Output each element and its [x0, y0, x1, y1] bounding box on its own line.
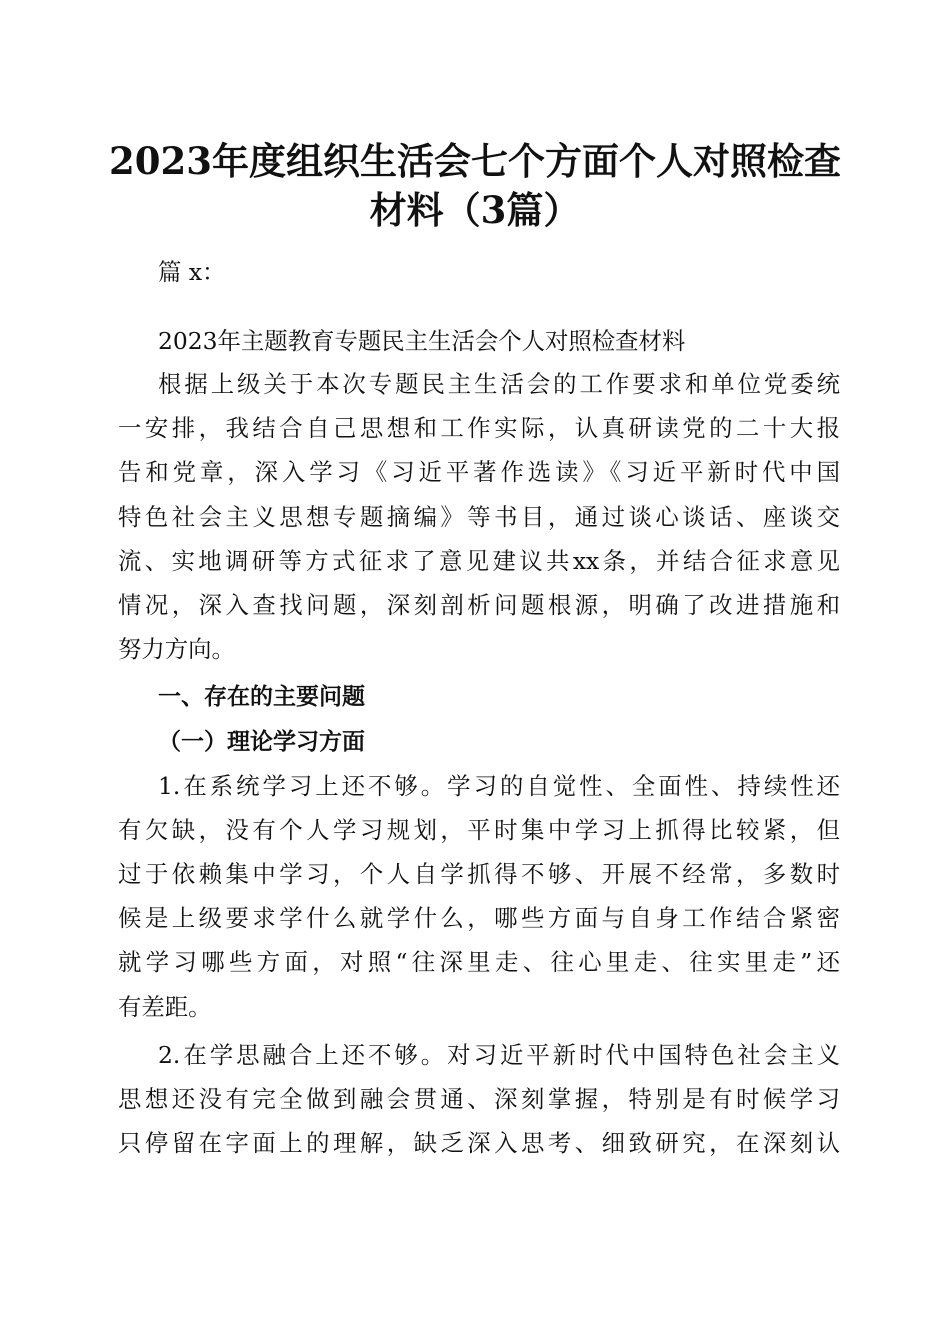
document-title-line-2: 材料（3篇） [369, 188, 581, 232]
subtitle: 2023年主题教育专题民主生活会个人对照检查材料 [158, 327, 686, 355]
intro-paragraph-line: 根据上级关于本次专题民主生活会的工作要求和单位党委统 [158, 370, 840, 398]
item-2-line: 思想还没有完全做到融会贯通、深刻掌握，特别是有时候学习 [118, 1085, 840, 1113]
section-heading: 一、存在的主要问题 [158, 684, 365, 710]
subsection-heading: （一）理论学习方面 [158, 728, 365, 755]
item-1-line: 1.在系统学习上还不够。学习的自觉性、全面性、持续性还 [158, 772, 840, 800]
intro-paragraph-line: 告和党章，深入学习《习近平著作选读》《习近平新时代中国 [118, 458, 840, 486]
document-title-line-1: 2023年度组织生活会七个方面个人对照检查 [109, 139, 841, 183]
item-1-line: 候是上级要求学什么就学什么，哪些方面与自身工作结合紧密 [118, 904, 840, 932]
intro-paragraph-line: 特色社会主义思想专题摘编》等书目，通过谈心谈话、座谈交 [118, 503, 840, 531]
intro-paragraph-line: 努力方向。 [118, 635, 235, 663]
item-1-line: 有差距。 [118, 993, 212, 1021]
item-2-line: 只停留在字面上的理解，缺乏深入思考、细致研究，在深刻认 [118, 1129, 840, 1157]
item-1-line: 过于依赖集中学习，个人自学抓得不够、开展不经常，多数时 [118, 860, 840, 888]
item-1-line: 有欠缺，没有个人学习规划，平时集中学习上抓得比较紧，但 [118, 816, 840, 844]
piece-label: 篇 x： [158, 258, 226, 286]
intro-paragraph-line: 情况，深入查找问题，深刻剖析问题根源，明确了改进措施和 [118, 591, 840, 619]
intro-paragraph-line: 一安排，我结合自己思想和工作实际，认真研读党的二十大报 [118, 414, 840, 442]
intro-paragraph-line: 流、实地调研等方式征求了意见建议共xx条，并结合征求意见 [118, 547, 840, 575]
item-1-line: 就学习哪些方面，对照“往深里走、往心里走、往实里走”还 [118, 948, 840, 976]
item-2-line: 2.在学思融合上还不够。对习近平新时代中国特色社会主义 [158, 1041, 840, 1069]
